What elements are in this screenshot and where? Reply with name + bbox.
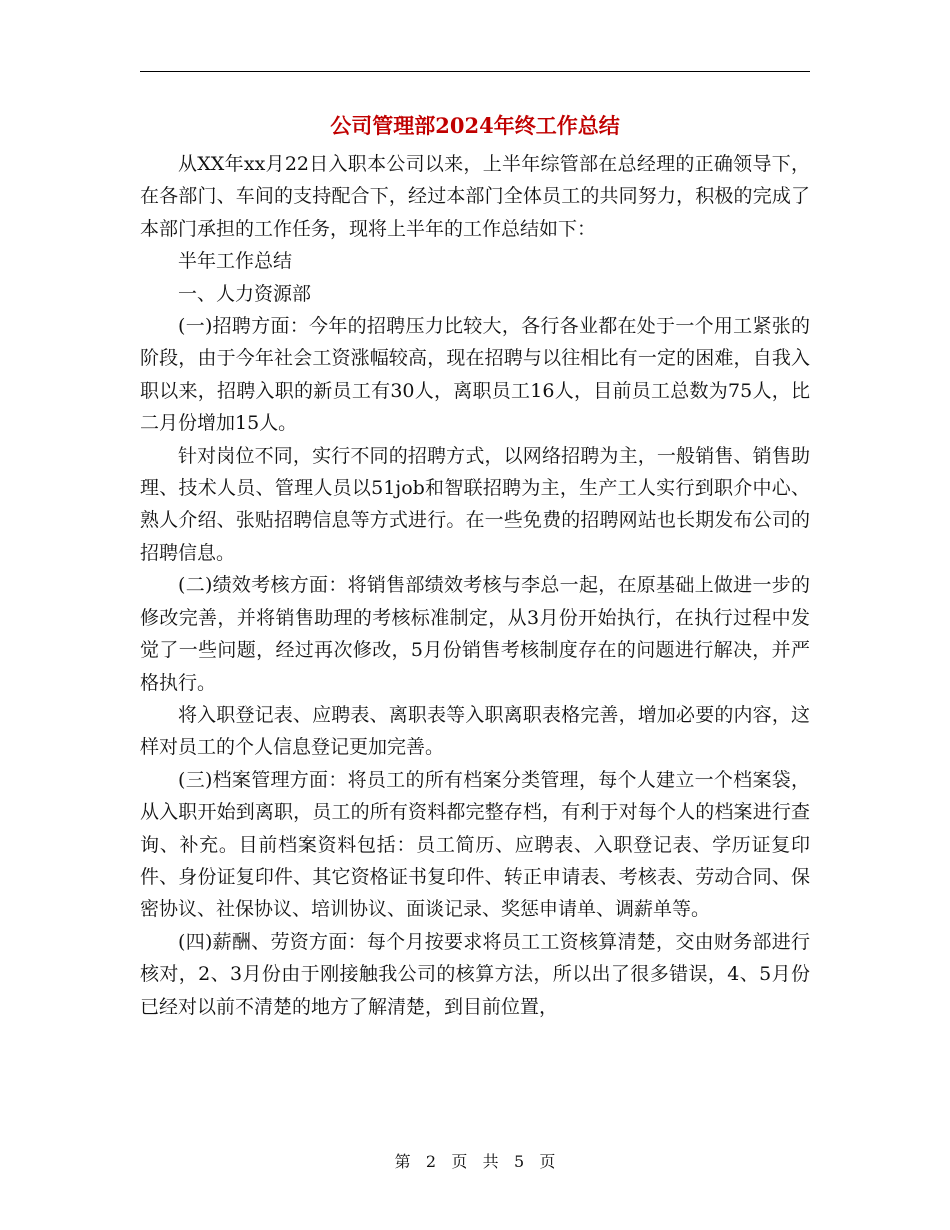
paragraph-recruitment-methods: 针对岗位不同，实行不同的招聘方式，以网络招聘为主，一般销售、销售助理、技术人员、管理人员以51job和智联招聘为主，生产工人实行到职介中心、熟人介绍、张贴招聘信息等方式进行。在一些免费的招聘网站也长期发布公司的招聘信息。 <box>140 444 810 564</box>
footer-label-di: 第 <box>394 1152 411 1171</box>
paragraph-forms: 将入职登记表、应聘表、离职表等入职离职表格完善，增加必要的内容，这样对员工的个人信息登记更加完善。 <box>140 703 810 759</box>
footer-total-pages: 5 <box>513 1152 525 1171</box>
footer-current-page: 2 <box>425 1152 437 1171</box>
document-body <box>140 148 810 1023</box>
footer-label-gong: 共 <box>482 1152 499 1171</box>
footer-label-ye2: 页 <box>539 1152 556 1171</box>
paragraph-performance: (二)绩效考核方面：将销售部绩效考核与李总一起，在原基础上做进一步的修改完善，并将销售助理的考核标准制定，从3月份开始执行，在执行过程中发觉了一些问题，经过再次修改，5月份销售考核制度存在的问题进行解决，并严格执行。 <box>140 574 810 694</box>
paragraph-intro: 从XX年xx月22日入职本公司以来，上半年综管部在总经理的正确领导下，在各部门、车间的支持配合下，经过本部门全体员工的共同努力，积极的完成了本部门承担的工作任务，现将上半年的工作总结如下： <box>140 153 810 240</box>
header-rule <box>140 71 810 72</box>
paragraph-payroll: (四)薪酬、劳资方面：每个月按要求将员工工资核算清楚，交由财务部进行核对，2、3月份由于刚接触我公司的核算方法，所以出了很多错误，4、5月份已经对以前不清楚的地方了解清楚，到目前位置， <box>140 930 810 1018</box>
page-footer <box>0 1150 950 1174</box>
document-title: 公司管理部2024年终工作总结 <box>330 113 620 138</box>
footer-label-ye: 页 <box>451 1152 468 1171</box>
paragraph-hr-heading: 一、人力资源部 <box>178 282 312 305</box>
paragraph-archives: (三)档案管理方面：将员工的所有档案分类管理，每个人建立一个档案袋，从入职开始到离职，员工的所有资料都完整存档，有利于对每个人的档案进行查询、补充。目前档案资料包括：员工简历、应聘表、入职登记表、学历证复印件、身份证复印件、其它资格证书复印件、转正申请表、考核表、劳动合同、保密协议、社保协议、培训协议、面谈记录、奖惩申请单、调薪单等。 <box>140 768 810 921</box>
paragraph-recruitment: (一)招聘方面：今年的招聘压力比较大，各行各业都在处于一个用工紧张的阶段，由于今年社会工资涨幅较高，现在招聘与以往相比有一定的困难，自我入职以来，招聘入职的新员工有30人，离职员工16人，目前员工总数为75人，比二月份增加15人。 <box>140 315 810 435</box>
paragraph-section-heading: 半年工作总结 <box>178 250 293 273</box>
